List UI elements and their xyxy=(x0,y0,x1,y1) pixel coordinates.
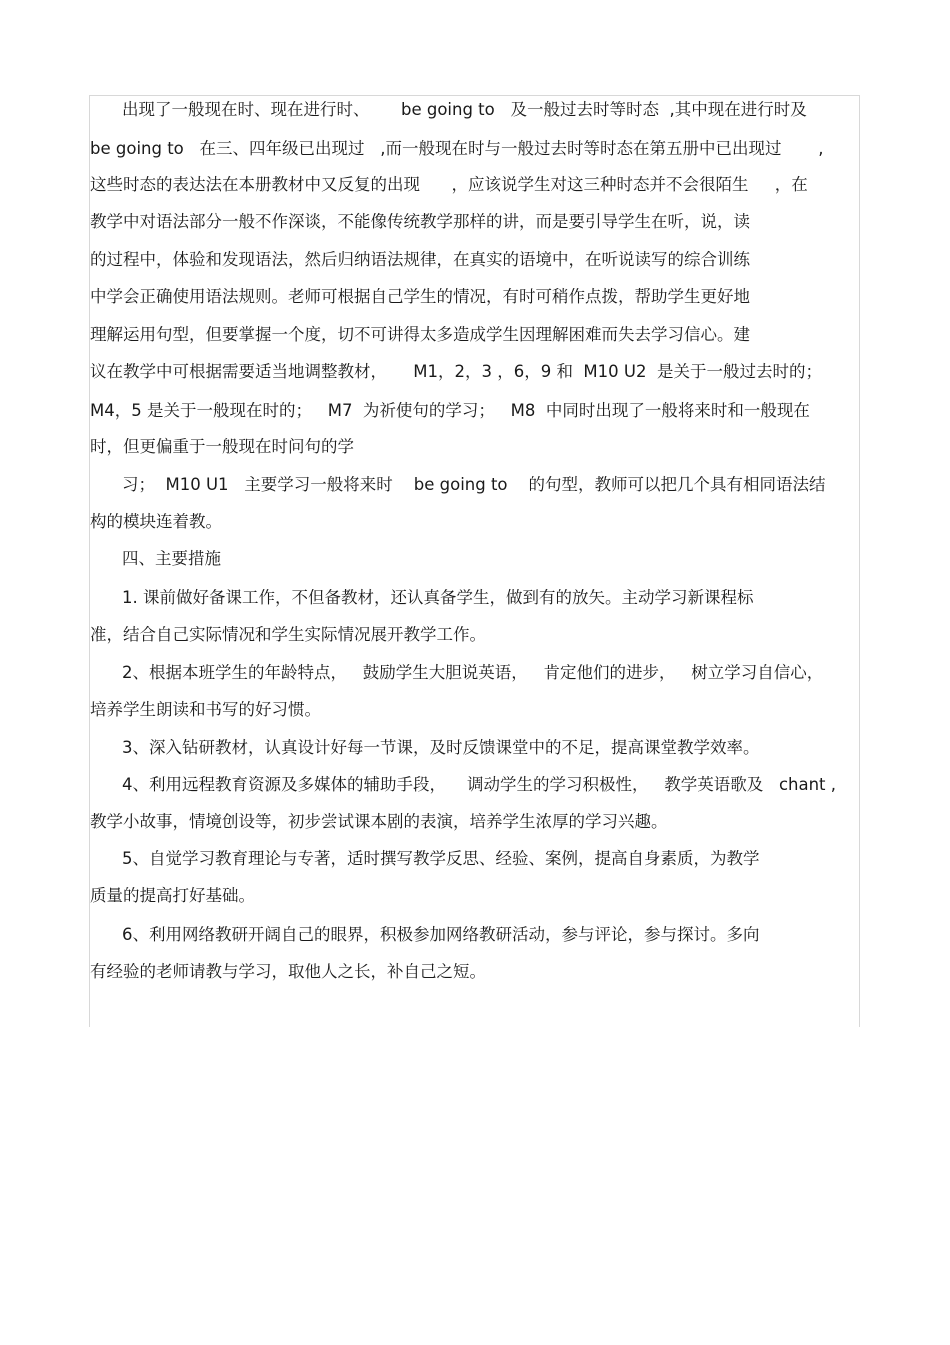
text-line-3: 这些时态的表达法在本册教材中又反复的出现 ，应该说学生对这三种时态并不会很陌生 ，在 xyxy=(90,175,808,194)
text-line-2: be going to 在三、四年级已出现过 ,而一般现在时与一般过去时等时态在第五册中已出现过 , xyxy=(90,139,824,158)
text-line-22: 质量的提高打好基础。 xyxy=(90,886,255,905)
text-line-23: 6、利用网络教研开阔自己的眼界，积极参加网络教研活动，参与评论，参与探讨。多向 xyxy=(122,925,760,944)
section-heading: 四、主要措施 xyxy=(122,549,221,568)
text-line-9: M4，5 是关于一般现在时的； M7 为祈使句的学习； M8 中同时出现了一般将来时和一般现在 xyxy=(90,401,810,420)
text-line-17: 培养学生朗读和书写的好习惯。 xyxy=(90,700,321,719)
text-line-15: 准，结合自己实际情况和学生实际情况展开教学工作。 xyxy=(90,625,486,644)
text-line-21: 5、自觉学习教育理论与专著，适时撰写教学反思、经验、案例，提高自身素质，为教学 xyxy=(122,849,760,868)
text-line-1: 出现了一般现在时、现在进行时、 be going to 及一般过去时等时态 ,其中现在进行时及 xyxy=(122,100,807,119)
text-line-6: 中学会正确使用语法规则。老师可根据自己学生的情况，有时可稍作点拨，帮助学生更好地 xyxy=(90,287,750,306)
text-line-5: 的过程中，体验和发现语法，然后归纳语法规律，在真实的语境中，在听说读写的综合训练 xyxy=(90,250,750,269)
text-line-11: 习； M10 U1 主要学习一般将来时 be going to 的句型，教师可以把几个具有相同语法结 xyxy=(122,475,826,494)
text-line-16: 2、根据本班学生的年龄特点， 鼓励学生大胆说英语， 肯定他们的进步， 树立学习自信心， xyxy=(122,663,824,682)
text-line-24: 有经验的老师请教与学习，取他人之长，补自己之短。 xyxy=(90,962,486,981)
text-line-10: 时，但更偏重于一般现在时问句的学 xyxy=(90,437,354,456)
text-line-18: 3、深入钻研教材，认真设计好每一节课，及时反馈课堂中的不足，提高课堂教学效率。 xyxy=(122,738,760,757)
text-line-19: 4、利用远程教育资源及多媒体的辅助手段， 调动学生的学习积极性， 教学英语歌及 chant , xyxy=(122,775,837,794)
text-line-7: 理解运用句型，但要掌握一个度，切不可讲得太多造成学生因理解困难而失去学习信心。建 xyxy=(90,325,750,344)
text-line-20: 教学小故事，情境创设等，初步尝试课本剧的表演，培养学生浓厚的学习兴趣。 xyxy=(90,812,668,831)
text-line-14: 1. 课前做好备课工作，不但备教材，还认真备学生，做到有的放矢。主动学习新课程标 xyxy=(122,588,754,607)
text-line-4: 教学中对语法部分一般不作深谈，不能像传统教学那样的讲，而是要引导学生在听，说，读 xyxy=(90,212,750,231)
text-line-8: 议在教学中可根据需要适当地调整教材， M1，2，3 ，6，9 和 M10 U2 是关于一般过去时的； xyxy=(90,362,822,381)
text-line-12: 构的模块连着教。 xyxy=(90,512,222,531)
